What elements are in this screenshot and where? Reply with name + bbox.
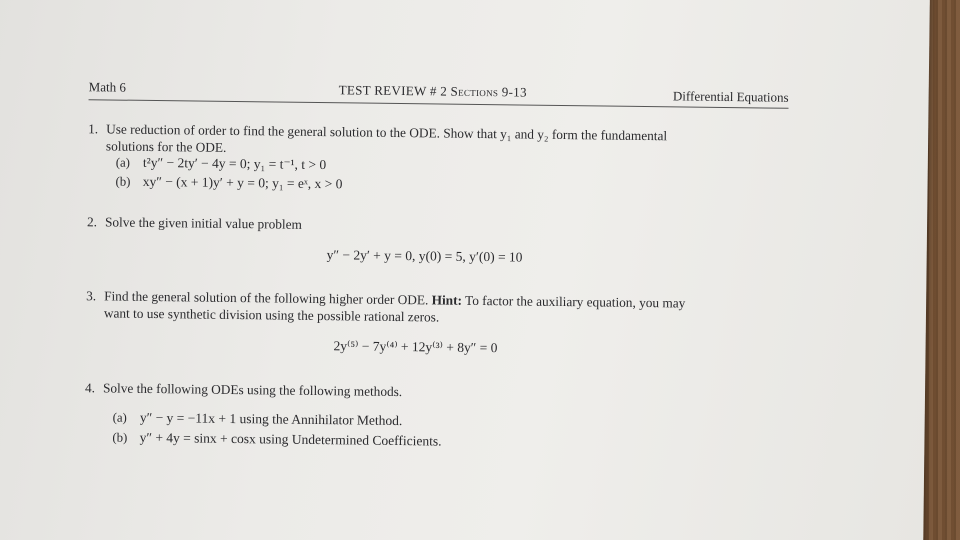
problem-3-text-b: To factor the auxiliary equation, you may: [464, 292, 686, 311]
problem-1-part-b: [87, 171, 342, 194]
subject-label: Differential Equations: [672, 88, 789, 105]
problem-3-text-a: Find the general solution of the following higher order ODE.: [104, 288, 429, 308]
problem-3-text-line2: want to use synthetic division using the possible rational zeros.: [103, 305, 440, 325]
hint-label: Hint:: [431, 292, 463, 308]
problem-3-equation: 2y⁽⁵⁾ − 7y⁽⁴⁾ + 12y⁽³⁾ + 8y″ = 0: [333, 338, 498, 356]
part-label: (a): [112, 410, 127, 425]
worksheet-content: [84, 77, 789, 449]
part-label: (b): [115, 174, 131, 189]
course-label: Math 6: [88, 79, 126, 95]
problem-4-text: Solve the following ODEs using the following methods.: [102, 380, 403, 400]
problem-4-number: 4.: [84, 380, 96, 396]
part-equation: t²y″ − 2ty′ − 4y = 0; y₁ = t⁻¹, t > 0: [142, 154, 327, 173]
problem-1-text-line2: solutions for the ODE.: [105, 138, 227, 155]
worksheet-title: TEST REVIEW # 2 Sections 9-13: [338, 82, 527, 100]
page-header: [89, 77, 789, 109]
part-label: (b): [112, 430, 128, 445]
part-equation: xy″ − (x + 1)y′ + y = 0; y₁ = eˣ, x > 0: [142, 173, 343, 192]
problem-1-text-line1: Use reduction of order to find the general solution to the ODE. Show that y₁ and y₂ form the fundamental: [106, 121, 668, 144]
problem-1-number: 1.: [88, 121, 99, 137]
part-equation: y″ − y = −11x + 1 using the Annihilator Method.: [139, 409, 403, 429]
problem-4: [85, 379, 402, 400]
part-label: (a): [115, 155, 131, 170]
problem-2-equation: y″ − 2y′ + y = 0, y(0) = 5, y′(0) = 10: [326, 247, 523, 265]
problem-2-number: 2.: [86, 214, 98, 230]
problem-4-part-b: [84, 427, 441, 451]
part-equation: y″ + 4y = sinx + cosx using Undetermined Coefficients.: [139, 429, 442, 449]
problem-2-text: Solve the given initial value problem: [104, 214, 302, 232]
problem-3-number: 3.: [86, 288, 97, 304]
problem-2: [87, 213, 302, 233]
problem-3: [86, 287, 786, 330]
